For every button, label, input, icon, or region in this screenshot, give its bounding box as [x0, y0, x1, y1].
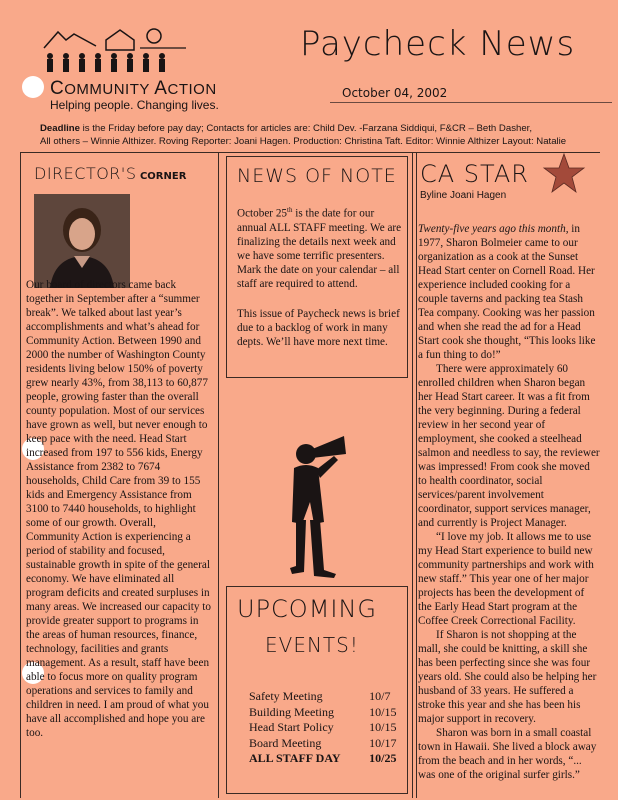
events-table: [249, 689, 399, 767]
credits-line-2: All others – Winnie Althizer. Roving Reporter: Joani Hagen. Production: Christina Taft. Editor: Winnie Althizer Layout: Natalie: [40, 136, 567, 147]
event-name: Head Start Policy: [249, 720, 334, 734]
upcoming-events-subtitle: EVENTS!: [265, 633, 359, 657]
issue-date: October 04, 2002: [330, 86, 612, 103]
news-of-note-title: NEWS OF NOTE: [237, 165, 397, 187]
deadline-label: Deadline: [40, 123, 80, 134]
people-and-house-icon: [36, 26, 186, 78]
left-column-frame-right: [218, 152, 219, 798]
ca-star-paragraph-4: If Sharon is not shopping at the mall, she could be knitting, a skill she has been perfecting since she was four years old. She could also be helping her husband of 33 years. He suffered a stroke this year and she has been his major support in recovery.: [418, 629, 597, 725]
event-row: [249, 751, 399, 767]
ca-star-paragraph-2: There were approximately 60 enrolled children when Sharon began her Head Start career. It was a fit from the very beginning. During a federal review in her second year of employment, she cooked a steelhead salmon and needless to say, the reviewer was impressed! From cook she moved to health coordinator, social services/parent involvement coordinator, support services manager, and currently is Project Manager.: [418, 363, 600, 529]
news-paragraph-2: This issue of Paycheck news is brief due to a backlog of work in many depts. We’ll have more next time.: [237, 308, 400, 348]
logo-tagline: Helping people. Changing lives.: [50, 98, 219, 112]
upcoming-events: [226, 586, 408, 794]
ca-star-paragraph-5: Sharon was born in a small coastal town in Hawaii. She lived a block away from the beach and in her words, “... was one of the original surfer girls.”: [418, 727, 597, 781]
director-portrait: [34, 194, 130, 288]
logo-wordmark: COMMUNITY ACTION: [50, 78, 217, 99]
event-date: 10/7: [369, 689, 391, 703]
header-divider: [20, 152, 600, 153]
event-date: 10/15: [369, 720, 397, 734]
newsletter-title: Paycheck News: [300, 24, 576, 64]
event-row: [249, 689, 399, 705]
directors-corner: [20, 158, 218, 798]
event-date: 10/25: [369, 751, 397, 765]
star-icon: [542, 152, 586, 196]
event-name: Safety Meeting: [249, 689, 323, 703]
event-row: [249, 705, 399, 721]
news-paragraph-1: October 25th is the date for our annual ALL STAFF meeting. We are finalizing the details next week and we have some terrific presenters. Mark the date on your calendar – all staff are required to attend.: [237, 206, 402, 290]
right-column-divider: [412, 152, 413, 798]
right-column-divider-2: [416, 152, 417, 798]
event-row: [249, 720, 399, 736]
directors-corner-title: DIRECTOR'S CORNER: [34, 164, 187, 183]
ca-star-paragraph-1: Twenty-five years ago this month, in 1977, Sharon Bolmeier came to our organization as a cook at the Sunset Head Start center on Cornell Road. Her experience included cooking for a couple taverns and packing tea Stash Tea company. Cooking was her passion and when she read the ad for a Head Start cook she thought, “This looks like a fun thing to do!”: [418, 223, 596, 361]
ca-star-article: [418, 222, 600, 782]
ca-star-title: CA STAR: [420, 160, 529, 188]
upcoming-events-title: UPCOMING: [237, 595, 378, 623]
directors-corner-body: Our board of directors came back together in September after a “summer break”. We talked about last year’s accomplishments and what’s ahead for Community Action. Between 1990 and 2000 the number of Washington County residents living below 150% of poverty grew nearly 43%, from 38,113 to 60,877 people, growing faster than the overall county population. Most of our services have grown as well, but never enough to keep pace with the need. Head Start increased from 197 to 556 kids, Energy Assistance from 2382 to 7674 households, Child Care from 39 to 155 kids and Emergency Assistance from 3100 to 7440 households, to highlight some of our growth. Overall, Community Action is experiencing a period of stability and focused, sustainable growth in spite of the general economy. We have eliminated all program deficits and created surpluses in many areas. We increased our capacity to provide greater support to programs in the areas of human resources, finance, technology, facilities and grants management. As a result, staff have been able to focus more on quality program operations and services to family and children in need. I am proud of what you have all accomplished and hope you are too.: [26, 279, 211, 739]
event-name: Board Meeting: [249, 735, 322, 750]
news-of-note: [226, 156, 408, 378]
event-date: 10/17: [369, 735, 397, 750]
ca-star-paragraph-3: “I love my job. It allows me to use my Head Start experience to build new community partnerships and work with new staff.” This year one of her major projects has been the development of the Early Head Start program at the Coffee Creek Correctional Facility.: [418, 531, 594, 627]
ca-star-byline: Byline Joani Hagen: [420, 190, 507, 201]
event-date: 10/15: [369, 704, 397, 719]
event-name: Building Meeting: [249, 704, 334, 719]
event-row: [249, 736, 399, 752]
event-name: ALL STAFF DAY: [249, 751, 341, 765]
community-action-logo: [36, 26, 219, 112]
credits-line-1: is the Friday before pay day; Contacts for articles are: Child Dev. -Farzana Siddiqui, F&CR – Beth Dasher,: [80, 123, 532, 134]
megaphone-figure-icon: [284, 432, 348, 582]
credits-block: [40, 122, 600, 148]
